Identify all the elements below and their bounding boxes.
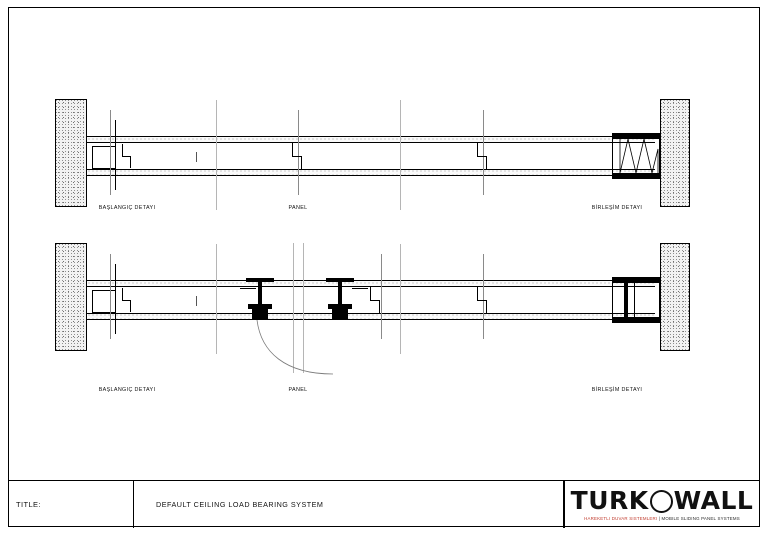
panel-step-v1-upper bbox=[292, 143, 293, 156]
joint-step-h-lower bbox=[477, 300, 486, 301]
panel-core-upper bbox=[87, 142, 655, 170]
dim-tick-lower-left bbox=[196, 296, 197, 306]
joint-step-v2-lower bbox=[486, 300, 487, 313]
logo-text-left: TURK bbox=[570, 486, 649, 515]
division-line-lower-1 bbox=[216, 244, 217, 354]
joint-step-v1-upper bbox=[477, 143, 478, 156]
panel-edge-step-h-upper-left bbox=[122, 156, 130, 157]
panel-step-h-upper bbox=[292, 156, 301, 157]
division-line-lower-2 bbox=[400, 244, 401, 354]
joint-seal-fill-lower bbox=[624, 283, 628, 317]
joint-step-v1-lower bbox=[477, 287, 478, 300]
dim-tick-upper-left bbox=[196, 152, 197, 162]
hanger-bracket-1-stem bbox=[258, 282, 262, 304]
start-bracket-top-upper bbox=[92, 146, 116, 147]
logo-tagline-separator: | bbox=[658, 516, 661, 521]
label-joint-detail-upper: BİRLEŞİM DETAYI bbox=[591, 205, 643, 211]
joint-seal-left-edge-lower bbox=[612, 277, 613, 323]
panel-edge-step-v2-lower-left bbox=[130, 300, 131, 312]
panel-centerline-upper bbox=[298, 110, 299, 195]
bellows-seal-upper bbox=[618, 139, 660, 173]
panel-edge-step-v2-upper-left bbox=[130, 156, 131, 168]
start-bracket-bottom-upper bbox=[92, 168, 116, 169]
wall-hatch-right-lower bbox=[660, 243, 690, 351]
wall-hatch-left-lower bbox=[55, 243, 87, 351]
panel-step-v2-lower bbox=[379, 300, 380, 313]
start-centerline-upper bbox=[110, 110, 111, 195]
panel-step-v2-upper bbox=[301, 156, 302, 169]
label-start-detail-lower: BAŞLANGIÇ DETAYI bbox=[98, 387, 156, 393]
logo-tagline-tr: HAREKETLI DUVAR SISTEMLERI bbox=[584, 516, 658, 521]
joint-step-h-upper bbox=[477, 156, 486, 157]
joint-step-v2-upper bbox=[486, 156, 487, 169]
panel-step-h-lower bbox=[370, 300, 379, 301]
panel-step-v1-lower bbox=[370, 287, 371, 300]
leader-line-panel-lower bbox=[255, 318, 335, 380]
logo-wordmark bbox=[571, 488, 754, 513]
start-centerline-lower bbox=[110, 254, 111, 339]
hanger-bracket-1-fix bbox=[240, 288, 256, 289]
joint-seal-inner-line-lower bbox=[634, 283, 635, 317]
title-label: TITLE: bbox=[8, 481, 134, 528]
division-line-upper-1 bbox=[216, 100, 217, 210]
panel-edge-step-h-lower-left bbox=[122, 300, 130, 301]
logo-tagline-en: MOBILE SLIDING PANEL SYSTEMS bbox=[661, 516, 740, 521]
joint-seal-top-lower bbox=[612, 277, 660, 283]
joint-seal-bottom-lower bbox=[612, 317, 660, 323]
start-bracket-back-upper bbox=[92, 146, 93, 169]
hanger-bracket-2-fix bbox=[352, 288, 368, 289]
division-line-upper-2 bbox=[400, 100, 401, 210]
label-panel-lower: PANEL bbox=[288, 387, 308, 393]
wall-hatch-right-upper bbox=[660, 99, 690, 207]
start-bracket-top-lower bbox=[92, 290, 116, 291]
joint-seal-right-edge-lower bbox=[659, 277, 660, 323]
company-logo bbox=[564, 481, 760, 528]
start-bracket-bottom-lower bbox=[92, 312, 116, 313]
start-profile-lower bbox=[115, 264, 116, 334]
sheet-border bbox=[8, 7, 760, 527]
label-start-detail-upper: BAŞLANGIÇ DETAYI bbox=[98, 205, 156, 211]
label-panel-upper: PANEL bbox=[288, 205, 308, 211]
panel-centerline-lower bbox=[381, 254, 382, 339]
logo-o-icon bbox=[650, 490, 673, 513]
joint-centerline-lower bbox=[483, 254, 484, 339]
panel-edge-step-lower-left bbox=[122, 288, 123, 300]
drawing-description: DEFAULT CEILING LOAD BEARING SYSTEM bbox=[134, 481, 564, 528]
joint-centerline-upper bbox=[483, 110, 484, 195]
panel-edge-step-upper-left bbox=[122, 144, 123, 156]
logo-text-right: WALL bbox=[673, 486, 754, 515]
label-joint-detail-lower: BİRLEŞİM DETAYI bbox=[591, 387, 643, 393]
start-profile-upper bbox=[115, 120, 116, 190]
hanger-bracket-2-stem bbox=[338, 282, 342, 304]
joint-seal-bottom-upper bbox=[612, 173, 660, 179]
wall-hatch-left-upper bbox=[55, 99, 87, 207]
logo-tagline bbox=[584, 516, 740, 521]
joint-seal-left-edge-upper bbox=[612, 133, 613, 179]
title-block bbox=[8, 480, 760, 527]
start-bracket-back-lower bbox=[92, 290, 93, 313]
